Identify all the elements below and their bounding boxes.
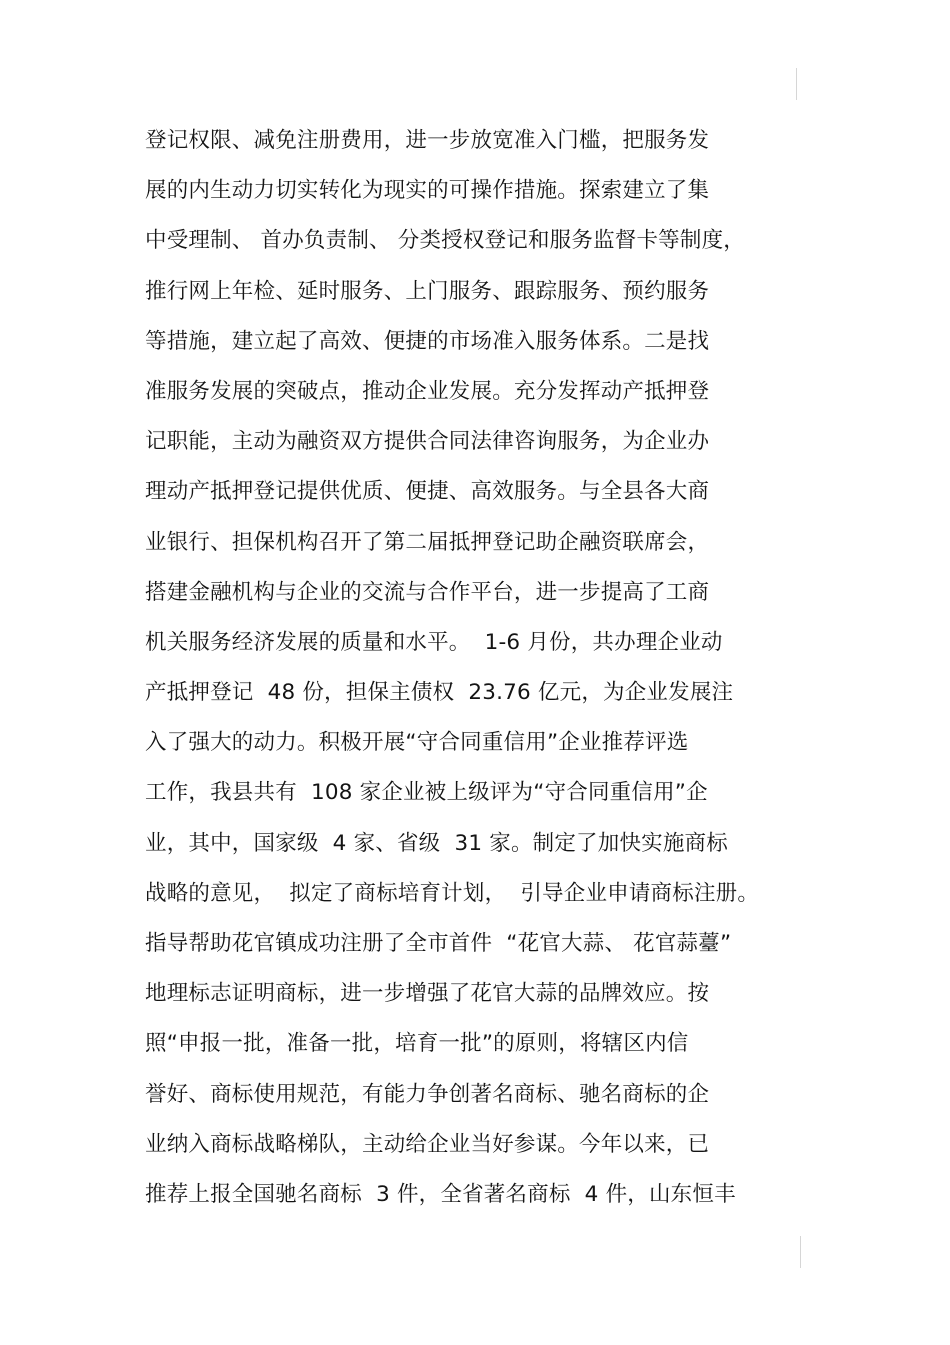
text-line: 搭建金融机构与企业的交流与合作平台，进一步提高了工商 <box>145 579 710 605</box>
text-line: 中受理制、 首办负责制、 分类授权登记和服务监督卡等制度， <box>145 228 745 254</box>
text-line: 指导帮助花官镇成功注册了全市首件 “花官大蒜、 花官蒜薹” <box>145 931 732 956</box>
text-line: 工作，我县共有 108 家企业被上级评为“守合同重信用”企 <box>145 780 708 806</box>
text-line: 业银行、担保机构召开了第二届抵押登记助企融资联席会， <box>145 529 710 555</box>
body-paragraph <box>145 116 810 1220</box>
text-line: 业纳入商标战略梯队，主动给企业当好参谋。今年以来，已 <box>145 1131 710 1157</box>
text-line: 业，其中，国家级 4 家、省级 31 家。制定了加快实施商标 <box>145 830 728 856</box>
text-line: 理动产抵押登记提供优质、便捷、高效服务。与全县各大商 <box>145 479 710 505</box>
text-line: 登记权限、减免注册费用，进一步放宽准入门槛，把服务发 <box>145 128 710 153</box>
text-line: 产抵押登记 48 份，担保主债权 23.76 亿元，为企业发展注 <box>145 680 734 706</box>
margin-mark-top <box>796 68 797 100</box>
text-line: 誉好、商标使用规范，有能力争创著名商标、驰名商标的企 <box>145 1081 710 1107</box>
text-line: 展的内生动力切实转化为现实的可操作措施。探索建立了集 <box>145 178 710 204</box>
text-line: 记职能，主动为融资双方提供合同法律咨询服务，为企业办 <box>145 429 710 455</box>
text-line: 准服务发展的突破点，推动企业发展。充分发挥动产抵押登 <box>145 378 710 404</box>
text-line: 等措施，建立起了高效、便捷的市场准入服务体系。二是找 <box>145 328 710 354</box>
text-line: 战略的意见， 拟定了商标培育计划， 引导企业申请商标注册。 <box>145 880 760 906</box>
text-line: 推荐上报全国驰名商标 3 件，全省著名商标 4 件，山东恒丰 <box>145 1181 736 1207</box>
text-line: 推行网上年检、延时服务、上门服务、跟踪服务、预约服务 <box>145 278 710 304</box>
text-line: 地理标志证明商标，进一步增强了花官大蒜的品牌效应。按 <box>145 981 710 1007</box>
margin-mark-bottom <box>800 1236 801 1268</box>
text-line: 照“申报一批，准备一批，培育一批”的原则，将辖区内信 <box>145 1031 689 1057</box>
text-line: 入了强大的动力。积极开展“守合同重信用”企业推荐评选 <box>145 730 689 756</box>
text-line: 机关服务经济发展的质量和水平。 1-6 月份，共办理企业动 <box>145 629 723 655</box>
